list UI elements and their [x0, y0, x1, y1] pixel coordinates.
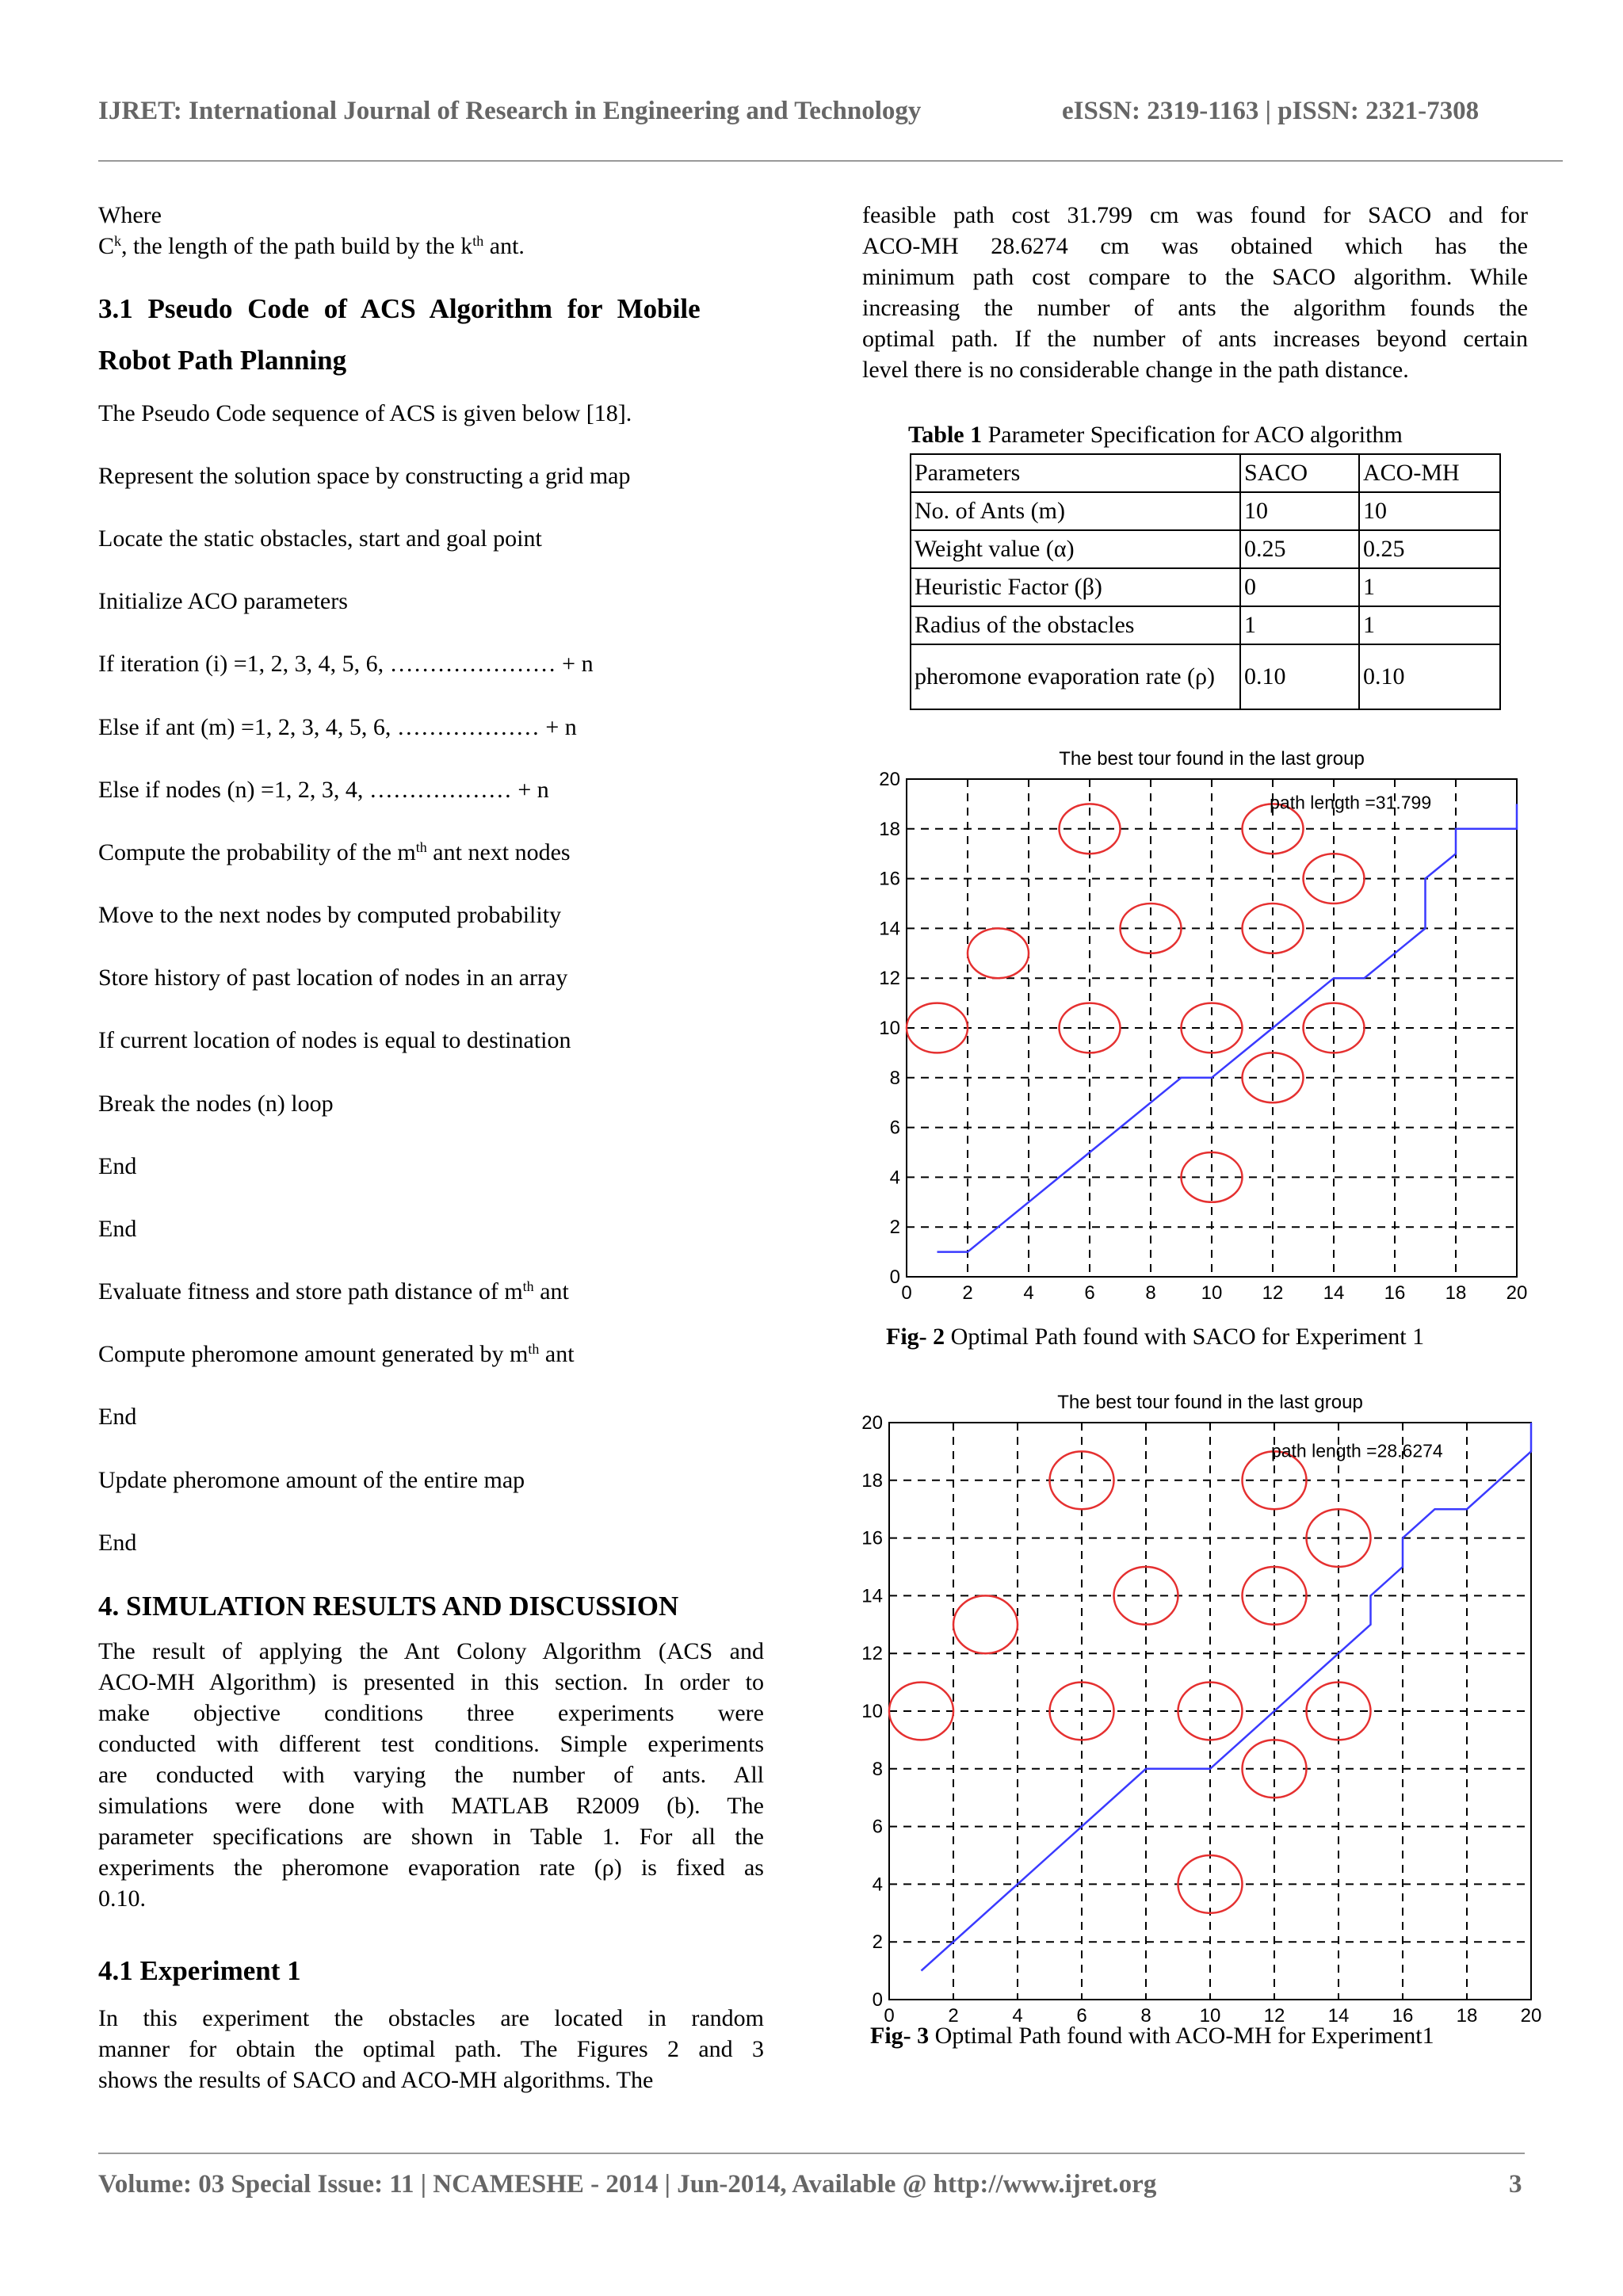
pseudo-step: Represent the solution space by constructing a grid map [98, 463, 631, 489]
pseudo-step: If iteration (i) =1, 2, 3, 4, 5, 6, ………………… + n [98, 651, 594, 677]
page-footer [98, 2170, 1525, 2199]
x-tick-label: 6 [1084, 1282, 1095, 1304]
table-cell: 0.10 [1359, 644, 1500, 709]
pseudo-step: Else if nodes (n) =1, 2, 3, 4, ……………… + n [98, 777, 549, 803]
x-tick-label: 8 [1140, 2005, 1151, 2025]
table-cell: 0.25 [1359, 530, 1500, 568]
obstacle-circle [968, 928, 1029, 978]
text-line: feasible path cost 31.799 cm was found for SACO and for [862, 202, 1528, 228]
y-tick-label: 18 [861, 1469, 883, 1492]
y-tick-label: 10 [879, 1018, 900, 1039]
text-line: increasing the number of ants the algorithm founds the [862, 295, 1528, 321]
pseudo-step: End [98, 1404, 137, 1430]
pseudo-step: Initialize ACO parameters [98, 588, 348, 614]
text-line: conducted with different test conditions. Simple experiments [98, 1731, 764, 1757]
pseudo-step: Compute pheromone amount generated by $m^{th}$ ant [98, 1341, 575, 1367]
table-cell: Radius of the obstacles [911, 606, 1240, 644]
text-line: 0.10. [98, 1885, 146, 1912]
x-tick-label: 6 [1076, 2005, 1087, 2025]
y-tick-label: 0 [889, 1266, 900, 1288]
path-length-annotation: path length =31.799 [1270, 792, 1432, 813]
text-line: level there is no considerable change in the path distance. [862, 357, 1409, 383]
y-tick-label: 6 [872, 1816, 883, 1838]
journal-title: IJRET: International Journal of Research in Engineering and Technology [98, 97, 922, 125]
y-tick-label: 14 [861, 1585, 883, 1607]
table-cell: 1 [1359, 606, 1500, 644]
text-line: optimal path. If the number of ants increases beyond certain [862, 326, 1528, 352]
where-text: Where [98, 202, 162, 228]
obstacle-circle [953, 1595, 1018, 1653]
x-tick-label: 10 [1201, 1282, 1223, 1304]
pseudo-step: End [98, 1530, 137, 1556]
path-line [922, 1423, 1532, 1971]
table-cell: Weight value (α) [911, 530, 1240, 568]
section-4-heading: 4. SIMULATION RESULTS AND DISCUSSION [98, 1591, 679, 1622]
y-tick-label: 10 [861, 1701, 883, 1722]
text-line: experiments the pheromone evaporation rate (ρ) is fixed as [98, 1855, 764, 1881]
text-line: The result of applying the Ant Colony Algorithm (ACS and [98, 1638, 764, 1664]
text-line: parameter specifications are shown in Table 1. For all the [98, 1824, 764, 1850]
table-cell: Heuristic Factor (β) [911, 568, 1240, 606]
left-column [98, 200, 764, 2118]
parameter-table [910, 453, 1501, 710]
y-tick-label: 2 [872, 1931, 883, 1954]
pseudo-step: Update pheromone amount of the entire map [98, 1467, 525, 1493]
x-tick-label: 20 [1506, 1282, 1528, 1304]
x-tick-label: 4 [1012, 2005, 1023, 2025]
section-3-1-heading-cont: Robot Path Planning [98, 345, 347, 376]
text-line: manner for obtain the optimal path. The Figures 2 and 3 [98, 2036, 764, 2062]
pseudo-step: Evaluate fitness and store path distance of $m^{th}$ ant [98, 1278, 569, 1305]
table-cell: Parameters [911, 454, 1240, 492]
y-tick-label: 4 [872, 1874, 883, 1896]
y-tick-label: 0 [872, 1989, 883, 2011]
journal-header [98, 97, 1525, 126]
table-cell: pheromone evaporation rate (ρ) [911, 644, 1240, 709]
section-4-1-heading: 4.1 Experiment 1 [98, 1955, 301, 1986]
text-line: In this experiment the obstacles are located in random [98, 2005, 764, 2031]
x-tick-label: 0 [884, 2005, 895, 2025]
figure-3-caption: Fig- 3 Optimal Path found with ACO-MH for Experiment1 [870, 2023, 1434, 2049]
table-cell: 0 [1240, 568, 1359, 606]
table-row [911, 530, 1500, 568]
pseudo-step: End [98, 1153, 137, 1179]
y-tick-label: 14 [879, 918, 900, 940]
text-line: ACO-MH 28.6274 cm was obtained which has the [862, 233, 1528, 259]
section-4-1-body [98, 2003, 764, 2095]
x-tick-label: 16 [1384, 1282, 1406, 1304]
y-tick-label: 8 [872, 1758, 883, 1780]
table-cell: 1 [1359, 568, 1500, 606]
page-number: 3 [1509, 2170, 1522, 2199]
text-line: simulations were done with MATLAB R2009 (b). The [98, 1793, 764, 1819]
x-tick-label: 10 [1199, 2005, 1221, 2025]
x-tick-label: 12 [1263, 2005, 1285, 2025]
pseudo-step: End [98, 1216, 137, 1242]
x-tick-label: 18 [1456, 2005, 1478, 2025]
table-cell: No. of Ants (m) [911, 492, 1240, 530]
header-rule [98, 160, 1563, 162]
y-tick-label: 20 [879, 769, 900, 790]
text-line: are conducted with varying the number of ants. All [98, 1762, 764, 1788]
figure-2-caption: Fig- 2 Optimal Path found with SACO for Experiment 1 [886, 1324, 1425, 1350]
pseudo-step: Move to the next nodes by computed probability [98, 902, 562, 928]
table-row [911, 606, 1500, 644]
footer-text: Volume: 03 Special Issue: 11 | NCAMESHE - 2014 | Jun-2014, Available @ http://www.ijret.org [98, 2170, 1157, 2199]
pseudo-step: Compute the probability of the $m^{th}$ ant next nodes [98, 839, 571, 865]
text-line: make objective conditions three experiments were [98, 1700, 764, 1726]
table-cell: 10 [1240, 492, 1359, 530]
y-tick-label: 18 [879, 818, 900, 840]
y-tick-label: 6 [889, 1117, 900, 1139]
table-cell: SACO [1240, 454, 1359, 492]
chart-title: The best tour found in the last group [1057, 1392, 1363, 1413]
y-tick-label: 16 [879, 868, 900, 890]
section-4-body [98, 1636, 764, 1914]
table-cell: 0.25 [1240, 530, 1359, 568]
section-3-1-heading: 3.1 Pseudo Code of ACS Algorithm for Mobile [98, 293, 701, 324]
table-cell: 1 [1240, 606, 1359, 644]
pseudo-step: Break the nodes (n) loop [98, 1091, 334, 1117]
pseudo-step: Store history of past location of nodes in an array [98, 965, 568, 991]
right-column-text [862, 200, 1528, 385]
x-tick-label: 14 [1327, 2005, 1350, 2025]
table-1-caption: Table 1 Parameter Specification for ACO algorithm [908, 422, 1403, 448]
y-tick-label: 16 [861, 1527, 883, 1549]
table-row [911, 568, 1500, 606]
x-tick-label: 4 [1023, 1282, 1034, 1304]
x-tick-label: 2 [948, 2005, 959, 2025]
pseudo-step: Else if ant (m) =1, 2, 3, 4, 5, 6, ……………… + n [98, 714, 577, 740]
table-row [911, 644, 1500, 709]
pseudo-intro: The Pseudo Code sequence of ACS is given below [18]. [98, 400, 632, 426]
path-length-annotation: path length =28.6274 [1270, 1440, 1443, 1461]
table-cell: ACO-MH [1359, 454, 1500, 492]
figure-3-chart [856, 1383, 1561, 2025]
y-tick-label: 8 [889, 1067, 900, 1089]
y-tick-label: 12 [879, 968, 900, 990]
table-row [911, 492, 1500, 530]
x-tick-label: 14 [1323, 1282, 1345, 1304]
x-tick-label: 2 [962, 1282, 973, 1304]
text-line: minimum path cost compare to the SACO algorithm. While [862, 264, 1528, 290]
footer-rule [98, 2153, 1525, 2154]
y-tick-label: 12 [861, 1643, 883, 1665]
x-tick-label: 18 [1445, 1282, 1467, 1304]
ck-definition: $C^k$, the length of the path build by the $k^{th}$ ant. [98, 233, 525, 259]
text-line: ACO-MH Algorithm) is presented in this section. In order to [98, 1669, 764, 1695]
x-tick-label: 8 [1145, 1282, 1156, 1304]
pseudo-step: If current location of nodes is equal to destination [98, 1027, 571, 1053]
y-tick-label: 2 [889, 1217, 900, 1239]
table-row [911, 454, 1500, 492]
y-tick-label: 20 [861, 1412, 883, 1434]
table-cell: 10 [1359, 492, 1500, 530]
x-tick-label: 20 [1520, 2005, 1542, 2025]
y-tick-label: 4 [889, 1167, 900, 1189]
journal-issn: eISSN: 2319-1163 | pISSN: 2321-7308 [1062, 97, 1480, 125]
chart-title: The best tour found in the last group [1059, 748, 1365, 770]
text-line: shows the results of SACO and ACO-MH algorithms. The [98, 2067, 654, 2093]
x-tick-label: 16 [1392, 2005, 1414, 2025]
pseudo-step: Locate the static obstacles, start and goal point [98, 525, 542, 552]
x-tick-label: 0 [901, 1282, 912, 1304]
x-tick-label: 12 [1262, 1282, 1284, 1304]
figure-2-chart [872, 745, 1553, 1308]
table-cell: 0.10 [1240, 644, 1359, 709]
